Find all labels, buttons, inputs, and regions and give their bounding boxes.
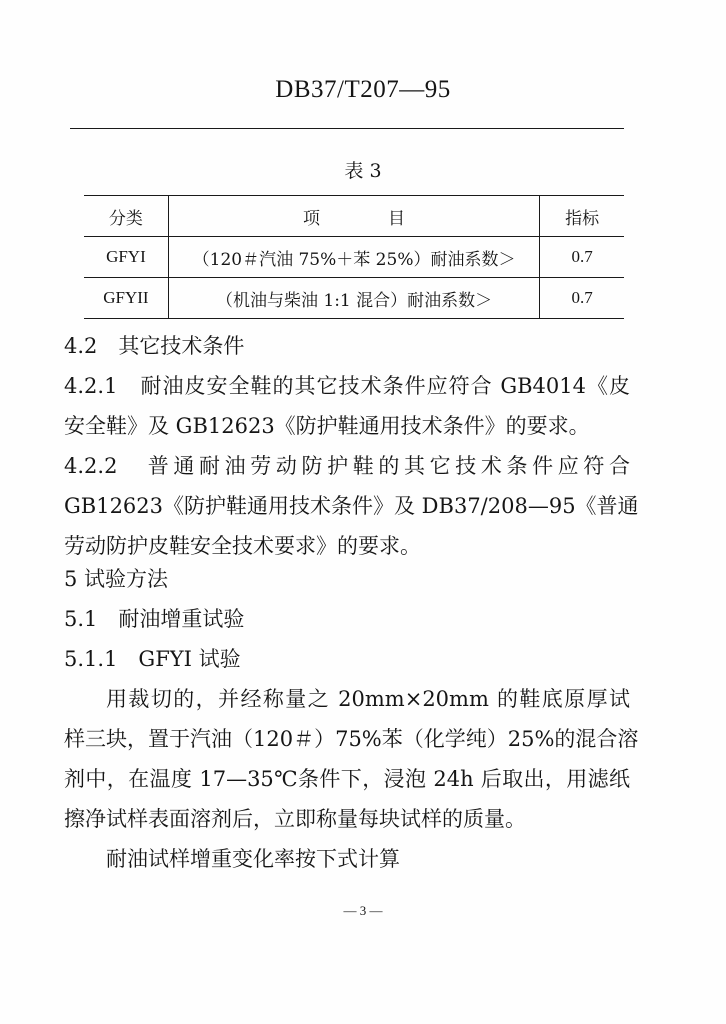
page-number: — 3 — [343,903,383,918]
method-paragraph-line: 剂中，在温度 17—35℃条件下，浸泡 24h 后取出，用滤纸 [64,767,630,791]
section-4-2-1-line: 安全鞋》及 GB12623《防护鞋通用技术条件》的要求。 [64,414,590,438]
section-4-2-1-line: 4.2.1 耐油皮安全鞋的其它技术条件应符合 GB4014《皮 [64,374,630,398]
row-value: 0.7 [540,237,624,278]
section-4-2-2-line: 4.2.2 普通耐油劳动防护鞋的其它技术条件应符合 [64,454,630,478]
method-paragraph-line: 擦净试样表面溶剂后，立即称量每块试样的质量。 [64,807,526,831]
header-rule [70,128,624,129]
row-item: （120＃汽油 75%＋苯 25%）耐油系数＞ [168,237,540,278]
row-value: 0.7 [540,278,624,319]
method-paragraph-line: 用裁切的，并经称量之 20mm×20mm 的鞋底原厚试 [106,687,630,711]
section-5-1-1-heading: 5.1.1 GFYI 试验 [64,647,241,671]
document-code-header: DB37/T207—95 [275,76,451,103]
column-header-category: 分类 [84,196,168,237]
column-header-value: 指标 [540,196,624,237]
section-5-1-heading: 5.1 耐油增重试验 [64,607,245,631]
section-4-2-2-line: 劳动防护皮鞋安全技术要求》的要求。 [64,534,421,558]
table-header-row [84,196,624,237]
row-item: （机油与柴油 1:1 混合）耐油系数＞ [168,278,540,319]
method-paragraph-line: 样三块，置于汽油（120＃）75%苯（化学纯）25%的混合溶 [64,727,639,751]
formula-intro: 耐油试样增重变化率按下式计算 [106,847,400,871]
section-5-heading: 5 试验方法 [64,567,169,591]
column-header-item: 项 目 [168,196,540,237]
table-row [84,278,624,319]
oil-resistance-table [84,195,624,319]
section-4-2-heading: 4.2 其它技术条件 [64,334,245,358]
row-category: GFYII [84,278,168,319]
table-row [84,237,624,278]
table-caption: 表 3 [344,160,382,182]
section-4-2-2-line: GB12623《防护鞋通用技术条件》及 DB37/208—95《普通 [64,494,639,518]
row-category: GFYI [84,237,168,278]
